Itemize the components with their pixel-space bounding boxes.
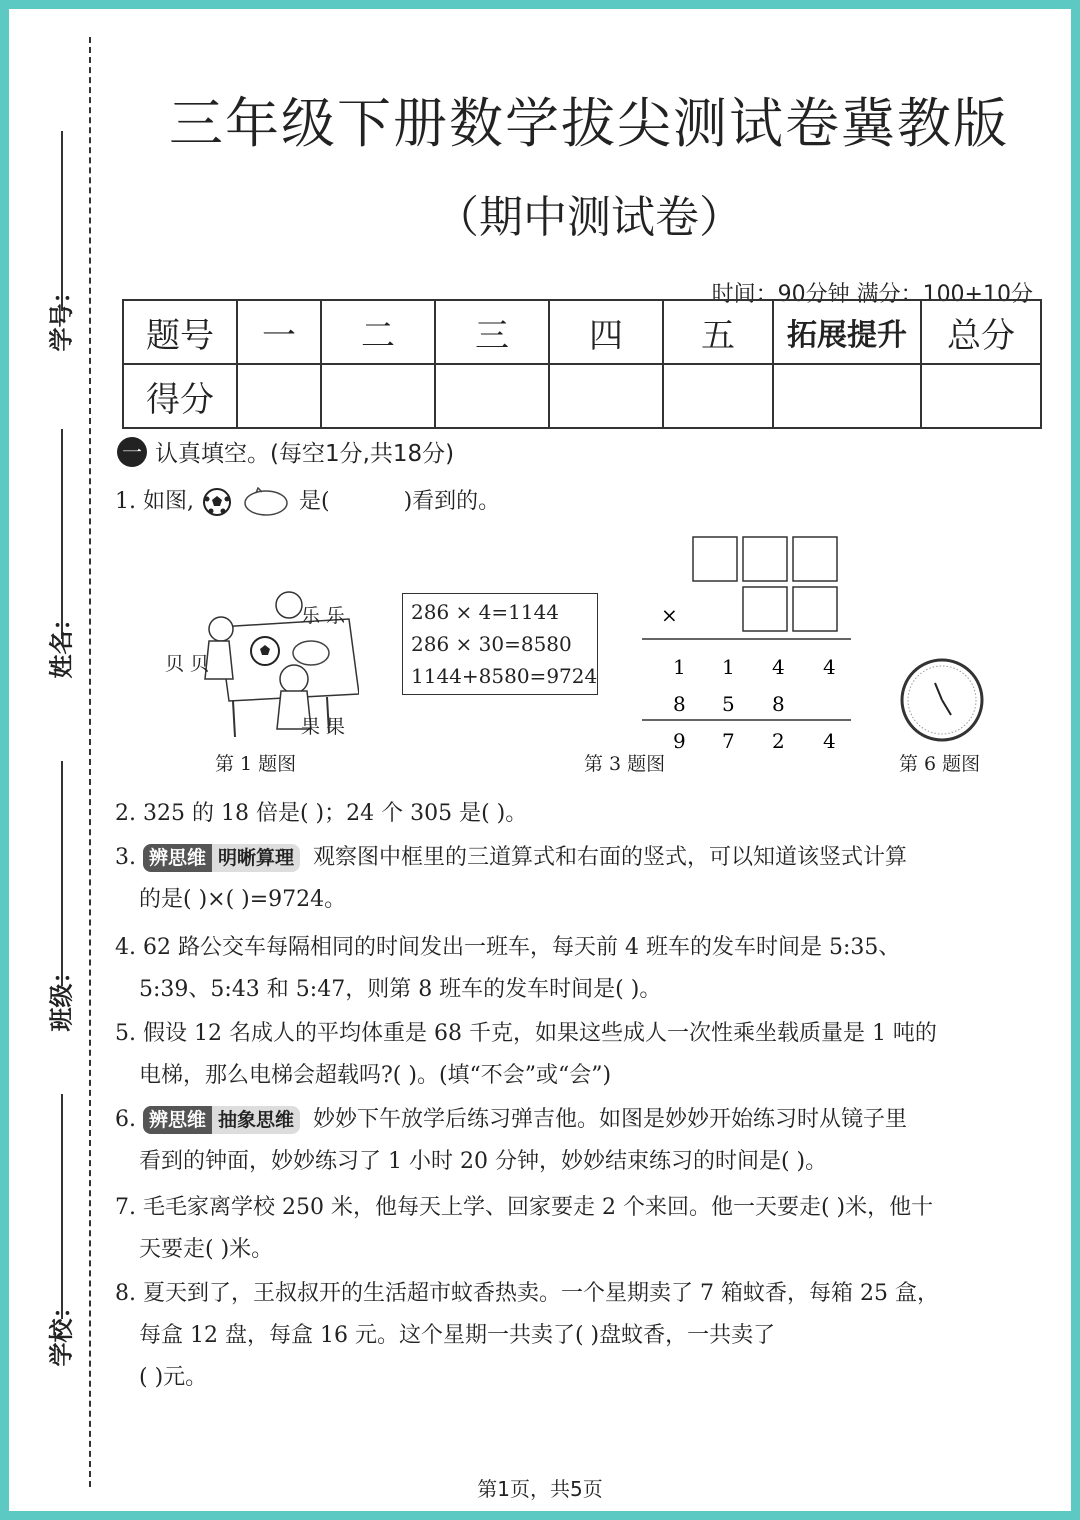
piggy-bank-icon: [242, 487, 292, 517]
digit: 1: [673, 655, 686, 679]
header-cell: 拓展提升: [773, 300, 921, 364]
header-cell: 三: [435, 300, 549, 364]
header-cell: 二: [321, 300, 435, 364]
section-text: 认真填空。(每空1分,共18分): [155, 441, 455, 467]
score-cell[interactable]: [773, 364, 921, 428]
question-6: [115, 1099, 1015, 1183]
clock-icon: [897, 655, 987, 745]
times-sign: ×: [661, 603, 678, 627]
q4-line-2: 5:39、5:43 和 5:47，则第 8 班车的发车时间是( )。: [139, 977, 662, 1002]
q4-line-1: 4. 62 路公交车每隔相同的时间发出一班车，每天前 4 班车的发车时间是 5:35、: [115, 935, 901, 960]
page-footer: 第1页，共5页: [477, 1477, 603, 1501]
score-table: [122, 299, 1042, 429]
class-line: [61, 761, 63, 986]
calculation-box: [402, 593, 598, 695]
digit: 8: [673, 692, 686, 716]
q3-line-1: 观察图中框里的三道算式和右面的竖式，可以知道该竖式计算: [313, 845, 908, 870]
school-label: 学校：: [47, 1294, 76, 1367]
digit: 7: [722, 729, 735, 753]
question-2: 2. 325 的 18 倍是( )；24 个 305 是( )。: [115, 801, 528, 826]
tag-thinking: 辨思维: [143, 1106, 212, 1134]
calc-line: 286 × 4=1144: [411, 600, 560, 624]
digit: 4: [823, 655, 836, 679]
time-score-info: 时间：90分钟 满分：100+10分: [711, 282, 1033, 307]
exam-title: 三年级下册数学拔尖测试卷冀教版: [169, 92, 1009, 155]
q7-line-2: 天要走( )米。: [139, 1237, 274, 1262]
calc-line: 286 × 30=8580: [411, 632, 572, 656]
header-cell: 五: [663, 300, 773, 364]
vertical-multiplication: [639, 534, 859, 759]
q8-line-1: 8. 夏天到了，王叔叔开的生活超市蚊香热卖。一个星期卖了 7 箱蚊香，每箱 25 盒，: [115, 1281, 939, 1306]
q3-number: 3.: [115, 845, 136, 870]
tag-thinking: 辨思维: [143, 844, 212, 872]
digit: 1: [722, 655, 735, 679]
digit: 4: [772, 655, 785, 679]
digit: 5: [722, 692, 735, 716]
figure-6-caption: 第 6 题图: [899, 753, 981, 775]
tag-category: 明晰算理: [212, 844, 300, 872]
q8-line-3: ( )元。: [139, 1365, 208, 1390]
label-lele: 乐 乐: [301, 605, 346, 627]
label-beibei: 贝 贝: [165, 653, 210, 675]
score-cell[interactable]: [237, 364, 321, 428]
score-cell[interactable]: [663, 364, 773, 428]
exam-page: [9, 9, 1071, 1511]
header-cell: 四: [549, 300, 663, 364]
score-table-score-row: [123, 364, 1041, 428]
digit: 9: [673, 729, 686, 753]
score-cell[interactable]: [321, 364, 435, 428]
score-cell[interactable]: [435, 364, 549, 428]
figure-3-caption: 第 3 题图: [584, 753, 666, 775]
q1-suffix: )看到的。: [403, 489, 501, 514]
q6-line-2: 看到的钟面，妙妙练习了 1 小时 20 分钟，妙妙结束练习的时间是( )。: [139, 1149, 828, 1174]
row-label-cell: 得分: [123, 364, 237, 428]
q1-prefix: 1. 如图,: [115, 489, 194, 514]
digit-box[interactable]: [793, 537, 837, 581]
score-table-header-row: [123, 300, 1041, 364]
q6-number: 6.: [115, 1107, 136, 1132]
digit: 2: [772, 729, 785, 753]
school-line: [61, 1094, 63, 1319]
question-7: [115, 1187, 1015, 1271]
q3-line-2: 的是( )×( )=9724。: [139, 887, 347, 912]
digit-box[interactable]: [693, 537, 737, 581]
section-number: 一: [117, 437, 147, 467]
question-3: [115, 837, 1015, 921]
q8-line-2: 每盒 12 盘，每盒 16 元。这个星期一共卖了( )盘蚊香，一共卖了: [139, 1323, 776, 1348]
q7-line-1: 7. 毛毛家离学校 250 米，他每天上学、回家要走 2 个来回。他一天要走( )米，他十: [115, 1195, 934, 1220]
name-label: 姓名：: [47, 606, 76, 679]
score-cell[interactable]: [549, 364, 663, 428]
question-5: [115, 1013, 1015, 1097]
q5-line-2: 电梯，那么电梯会超载吗?( )。(填“不会”或“会”): [139, 1063, 612, 1088]
header-cell: 题号: [123, 300, 237, 364]
label-guoguo: 果 果: [301, 716, 346, 738]
q6-line-1: 妙妙下午放学后练习弹吉他。如图是妙妙开始练习时从镜子里: [313, 1107, 908, 1132]
binding-dashed-line: [89, 37, 91, 1487]
digit: 4: [823, 729, 836, 753]
question-1: [115, 481, 1015, 523]
digit-box[interactable]: [743, 587, 787, 631]
q5-line-1: 5. 假设 12 名成人的平均体重是 68 千克，如果这些成人一次性乘坐载质量是 1 吨的: [115, 1021, 937, 1046]
q1-middle: 是(: [298, 489, 330, 514]
header-cell: 总分: [921, 300, 1041, 364]
figure-1-caption: 第 1 题图: [215, 753, 297, 775]
section-heading: [117, 435, 454, 468]
digit-box[interactable]: [743, 537, 787, 581]
question-8: [115, 1273, 1015, 1399]
soccer-ball-icon: [201, 487, 235, 517]
digit: 8: [772, 692, 785, 716]
tag-category: 抽象思维: [212, 1106, 300, 1134]
calc-line: 1144+8580=9724: [411, 664, 598, 688]
score-cell[interactable]: [921, 364, 1041, 428]
digit-box[interactable]: [793, 587, 837, 631]
exam-subtitle: （期中测试卷）: [435, 192, 743, 243]
header-cell: 一: [237, 300, 321, 364]
student-id-label: 学号：: [47, 279, 76, 352]
class-label: 班级：: [47, 959, 76, 1032]
question-4: [115, 927, 1015, 1011]
